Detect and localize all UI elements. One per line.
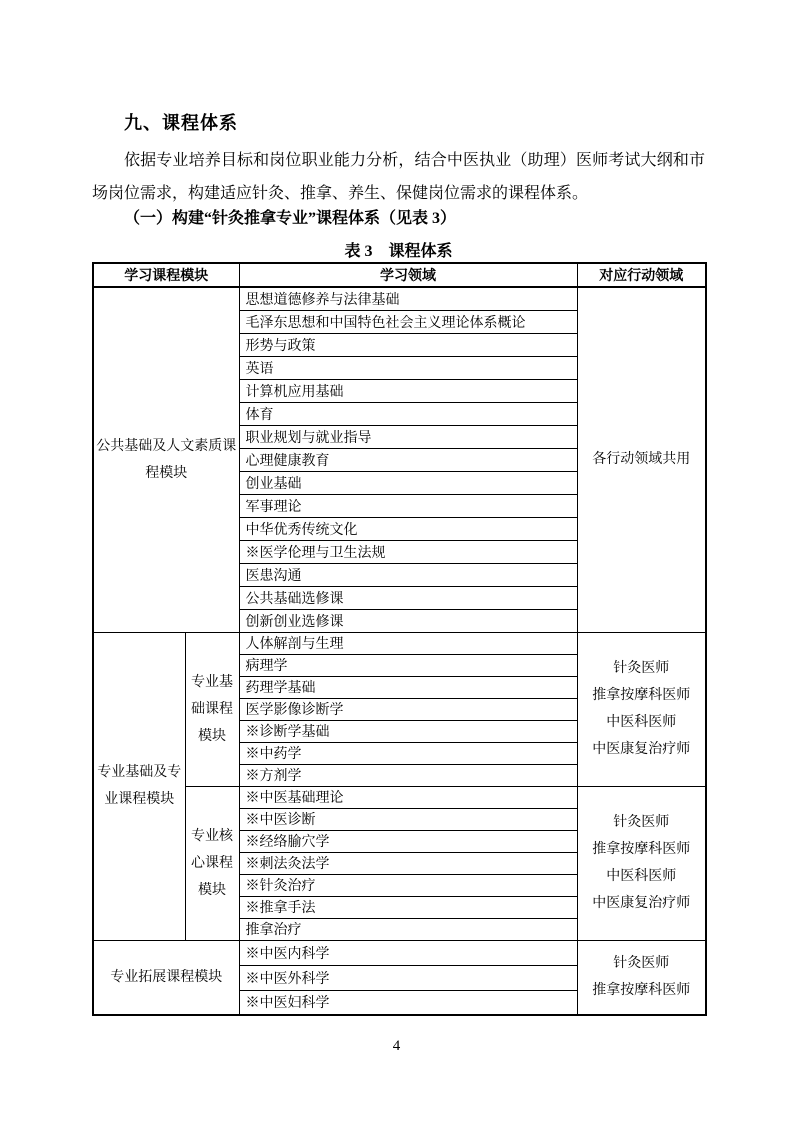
action-line: 针灸医师 (613, 661, 670, 676)
module-cell-public-basic: 公共基础及人文素质课程模块 (93, 287, 239, 632)
course-cell: 英语 (239, 356, 577, 379)
action-line: 中医科医师 (606, 869, 677, 884)
course-cell: 公共基础选修课 (239, 586, 577, 609)
action-domain-cell (577, 940, 706, 1015)
course-cell: 病理学 (239, 654, 577, 676)
course-cell: ※中医基础理论 (239, 786, 577, 808)
table-header-row (93, 263, 706, 287)
action-line: 针灸医师 (613, 956, 670, 972)
course-cell: ※针灸治疗 (239, 874, 577, 896)
column-header-learning-area: 学习领域 (239, 263, 577, 287)
course-cell: ※经络腧穴学 (239, 830, 577, 852)
action-line: 中医康复治疗师 (592, 742, 691, 757)
course-cell: 药理学基础 (239, 676, 577, 698)
action-line: 推拿按摩科医师 (592, 983, 691, 999)
page-number: 4 (392, 1038, 401, 1054)
course-cell: ※诊断学基础 (239, 720, 577, 742)
course-cell: 创新创业选修课 (239, 609, 577, 632)
module-cell-extension: 专业拓展课程模块 (93, 940, 239, 1015)
action-line: 各行动领域共用 (592, 452, 691, 468)
course-cell: 形势与政策 (239, 333, 577, 356)
submodule-cell-basic: 专业基础课程模块 (185, 632, 239, 786)
course-cell: ※中医妇科学 (239, 990, 577, 1015)
course-cell: 医学影像诊断学 (239, 698, 577, 720)
action-domain-cell (577, 287, 706, 632)
column-header-module: 学习课程模块 (93, 263, 239, 287)
course-cell: 人体解剖与生理 (239, 632, 577, 654)
action-line: 中医康复治疗师 (592, 896, 691, 911)
action-domain-cell (577, 632, 706, 786)
course-cell: ※方剂学 (239, 764, 577, 786)
table-row (93, 786, 706, 808)
course-cell: 职业规划与就业指导 (239, 425, 577, 448)
action-line: 针灸医师 (613, 815, 670, 830)
course-cell: ※中医内科学 (239, 940, 577, 965)
curriculum-table (92, 262, 707, 1016)
course-cell: 医患沟通 (239, 563, 577, 586)
column-header-action-area: 对应行动领域 (577, 263, 706, 287)
table-row (93, 287, 706, 310)
course-cell: 体育 (239, 402, 577, 425)
course-cell: 创业基础 (239, 471, 577, 494)
course-cell: 推拿治疗 (239, 918, 577, 940)
intro-paragraph: 依据专业培养目标和岗位职业能力分析，结合中医执业（助理）医师考试大纲和市场岗位需求，构建适应针灸、推拿、养生、保健岗位需求的课程体系。 (92, 152, 705, 202)
course-cell: 毛泽东思想和中国特色社会主义理论体系概论 (239, 310, 577, 333)
submodule-cell-core: 专业核心课程模块 (185, 786, 239, 940)
course-cell: 计算机应用基础 (239, 379, 577, 402)
course-cell: ※刺法灸法学 (239, 852, 577, 874)
course-cell: ※中医诊断 (239, 808, 577, 830)
course-cell: 中华优秀传统文化 (239, 517, 577, 540)
table-row (93, 940, 706, 965)
action-domain-cell (577, 786, 706, 940)
table-caption: 表 3 课程体系 (344, 243, 453, 260)
course-cell: 心理健康教育 (239, 448, 577, 471)
action-line: 中医科医师 (606, 715, 677, 730)
course-cell: ※中药学 (239, 742, 577, 764)
course-cell: 军事理论 (239, 494, 577, 517)
action-line: 推拿按摩科医师 (592, 842, 691, 857)
course-cell: ※医学伦理与卫生法规 (239, 540, 577, 563)
table-row (93, 632, 706, 654)
course-cell: ※推拿手法 (239, 896, 577, 918)
module-cell-professional: 专业基础及专业课程模块 (93, 632, 185, 940)
course-cell: 思想道德修养与法律基础 (239, 287, 577, 310)
sub-heading: （一）构建“针灸推拿专业”课程体系（见表 3） (124, 210, 457, 227)
course-cell: ※中医外科学 (239, 965, 577, 990)
action-line: 推拿按摩科医师 (592, 688, 691, 703)
section-heading: 九、课程体系 (124, 113, 238, 133)
